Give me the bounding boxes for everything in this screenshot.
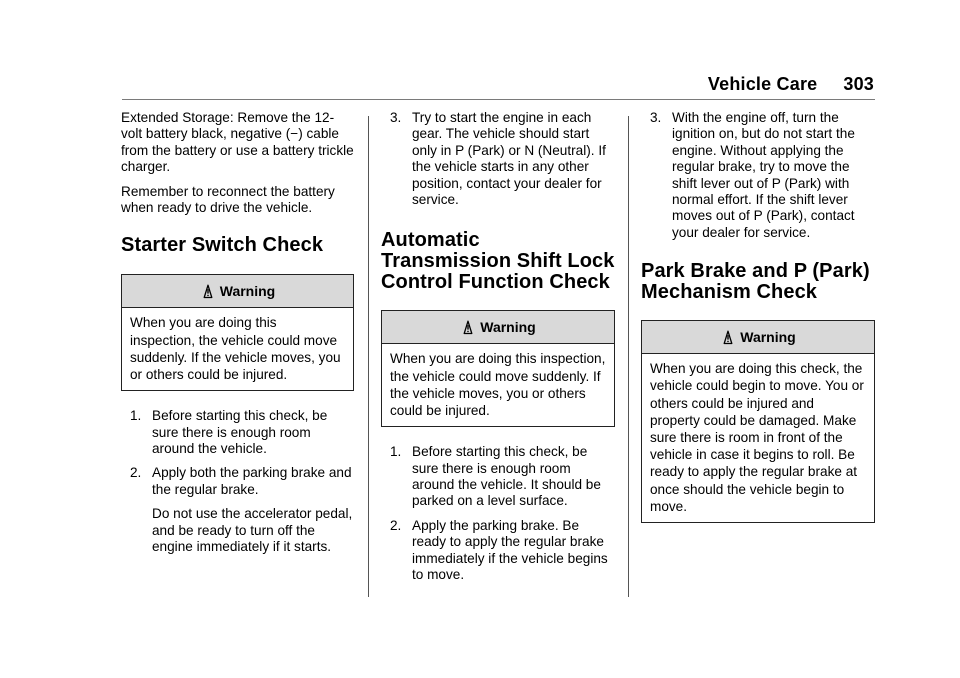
column-1 [121, 110, 354, 564]
warning-header [122, 275, 353, 308]
warning-header [382, 311, 614, 344]
warning-text: When you are doing this inspection, the vehicle could move suddenly. If the vehicle moves, you or others could be injured. [130, 315, 341, 383]
warning-triangle-icon [460, 314, 476, 346]
step-text: Apply both the parking brake and the regular brake. [152, 465, 352, 497]
warning-label: Warning [480, 319, 536, 336]
list-item [121, 465, 354, 555]
step-list [641, 110, 875, 241]
column-3 [641, 110, 875, 540]
step-subtext: Do not use the accelerator pedal, and be ready to turn off the engine immediately if it starts. [152, 506, 353, 555]
warning-box [381, 310, 615, 427]
step-list [381, 110, 615, 208]
warning-text: When you are doing this inspection, the vehicle could move suddenly. If the vehicle moves, you or others could be injured. [390, 351, 606, 419]
list-item [381, 518, 615, 584]
warning-triangle-icon [200, 278, 216, 310]
header-rule [122, 99, 875, 100]
warning-triangle-icon [720, 324, 736, 356]
section-heading: Automatic Transmission Shift Lock Control Function Check [381, 229, 615, 294]
step-text: Before starting this check, be sure there is enough room around the vehicle. [152, 408, 328, 457]
step-number: 3. [650, 110, 662, 125]
list-item [121, 408, 354, 457]
section-title: Vehicle Care [707, 74, 818, 94]
column-divider-1 [368, 116, 369, 597]
step-number: 1. [130, 408, 142, 424]
list-item [641, 110, 875, 241]
step-list [121, 408, 354, 555]
column-2 [381, 110, 615, 592]
list-item [381, 444, 615, 510]
warning-box [641, 320, 875, 523]
step-list [381, 444, 615, 583]
warning-text: When you are doing this check, the vehicle could begin to move. You or others could be injured and property could be damaged. Make sure there is room in front of the vehicle in case it begins to roll. Be ready to apply the regular brake at once should the vehicle begin to move. [650, 361, 864, 514]
warning-header [642, 321, 874, 354]
section-heading: Park Brake and P (Park) Mechanism Check [641, 260, 870, 304]
column-divider-2 [628, 116, 629, 597]
intro-paragraph: Extended Storage: Remove the 12-volt battery black, negative (−) cable from the battery or use a battery trickle charger. [121, 110, 354, 175]
warning-label: Warning [740, 329, 796, 346]
list-item [381, 110, 615, 208]
warning-box [121, 274, 354, 391]
step-text: Before starting this check, be sure there is enough room around the vehicle. It should be parked on a level surface. [412, 444, 601, 509]
page-header [708, 74, 874, 95]
step-text: With the engine off, turn the ignition on, but do not start the engine. Without applying the regular brake, try to move the shift lever out of P (Park) with normal effort. If the shift lever moves out of P (Park), contact your dealer for service. [672, 110, 855, 240]
step-number: 1. [390, 444, 402, 460]
intro-paragraph: Remember to reconnect the battery when ready to drive the vehicle. [121, 183, 335, 216]
section-heading: Starter Switch Check [121, 234, 324, 257]
step-number: 2. [130, 465, 142, 481]
step-text: Try to start the engine in each gear. The vehicle should start only in P (Park) or N (Neutral). If the vehicle starts in any other position, contact your dealer for service. [412, 110, 606, 208]
page-number: 303 [843, 74, 874, 94]
warning-label: Warning [219, 283, 276, 300]
step-number: 2. [390, 517, 402, 533]
step-number: 3. [390, 110, 402, 125]
step-text: Apply the parking brake. Be ready to apply the regular brake immediately if the vehicle begins to move. [412, 517, 608, 583]
